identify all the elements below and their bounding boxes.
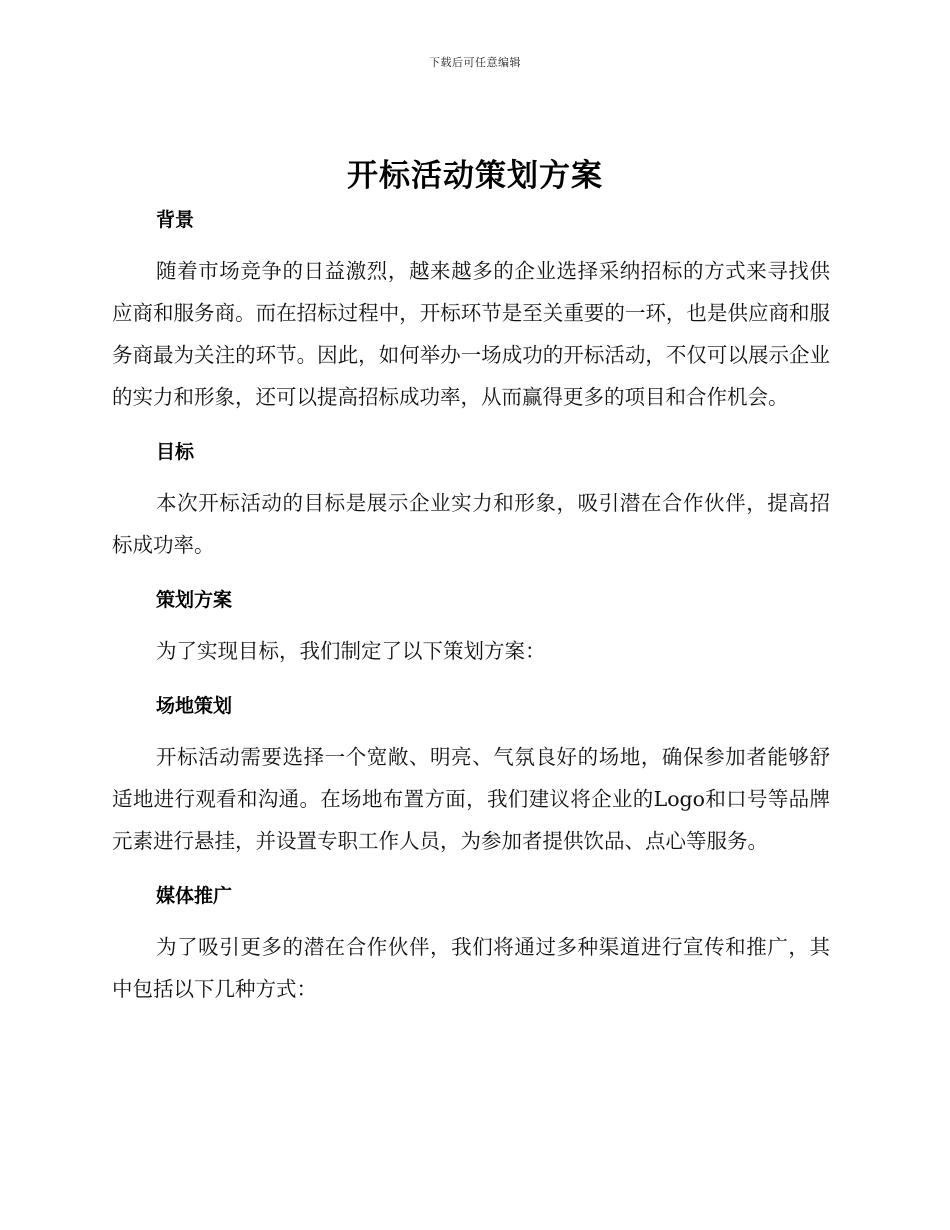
section-plan [112, 584, 830, 672]
section-paragraph: 本次开标活动的目标是展示企业实力和形象，吸引潜在合作伙伴，提高招标成功率。 [112, 491, 830, 557]
section-heading: 背景 [156, 209, 195, 231]
section-paragraph: 随着市场竞争的日益激烈，越来越多的企业选择采纳招标的方式来寻找供应商和服务商。而在招标过程中，开标环节是至关重要的一环，也是供应商和服务商最为关注的环节。因此，如何举办一场成功的开标活动，不仅可以展示企业的实力和形象，还可以提高招标成功率，从而赢得更多的项目和合作机会。 [112, 259, 830, 409]
section-paragraph: 为了吸引更多的潜在合作伙伴，我们将通过多种渠道进行宣传和推广，其中包括以下几种方式： [112, 935, 830, 1001]
section-heading: 场地策划 [156, 695, 233, 717]
section-media [112, 880, 830, 1010]
header-note: 下载后可任意编辑 [429, 56, 521, 69]
section-goal [112, 436, 830, 566]
document-title: 开标活动策划方案 [347, 158, 603, 194]
section-heading: 媒体推广 [156, 885, 233, 907]
section-heading: 策划方案 [156, 589, 233, 611]
section-heading: 目标 [156, 441, 195, 463]
section-venue [112, 690, 830, 862]
document-body [112, 204, 830, 1010]
section-paragraph: 开标活动需要选择一个宽敞、明亮、气氛良好的场地，确保参加者能够舒适地进行观看和沟通。在场地布置方面，我们建议将企业的Logo和口号等品牌元素进行悬挂，并设置专职工作人员，为参加者提供饮品、点心等服务。 [112, 745, 830, 853]
section-background [112, 204, 830, 418]
section-paragraph: 为了实现目标，我们制定了以下策划方案： [156, 639, 546, 663]
